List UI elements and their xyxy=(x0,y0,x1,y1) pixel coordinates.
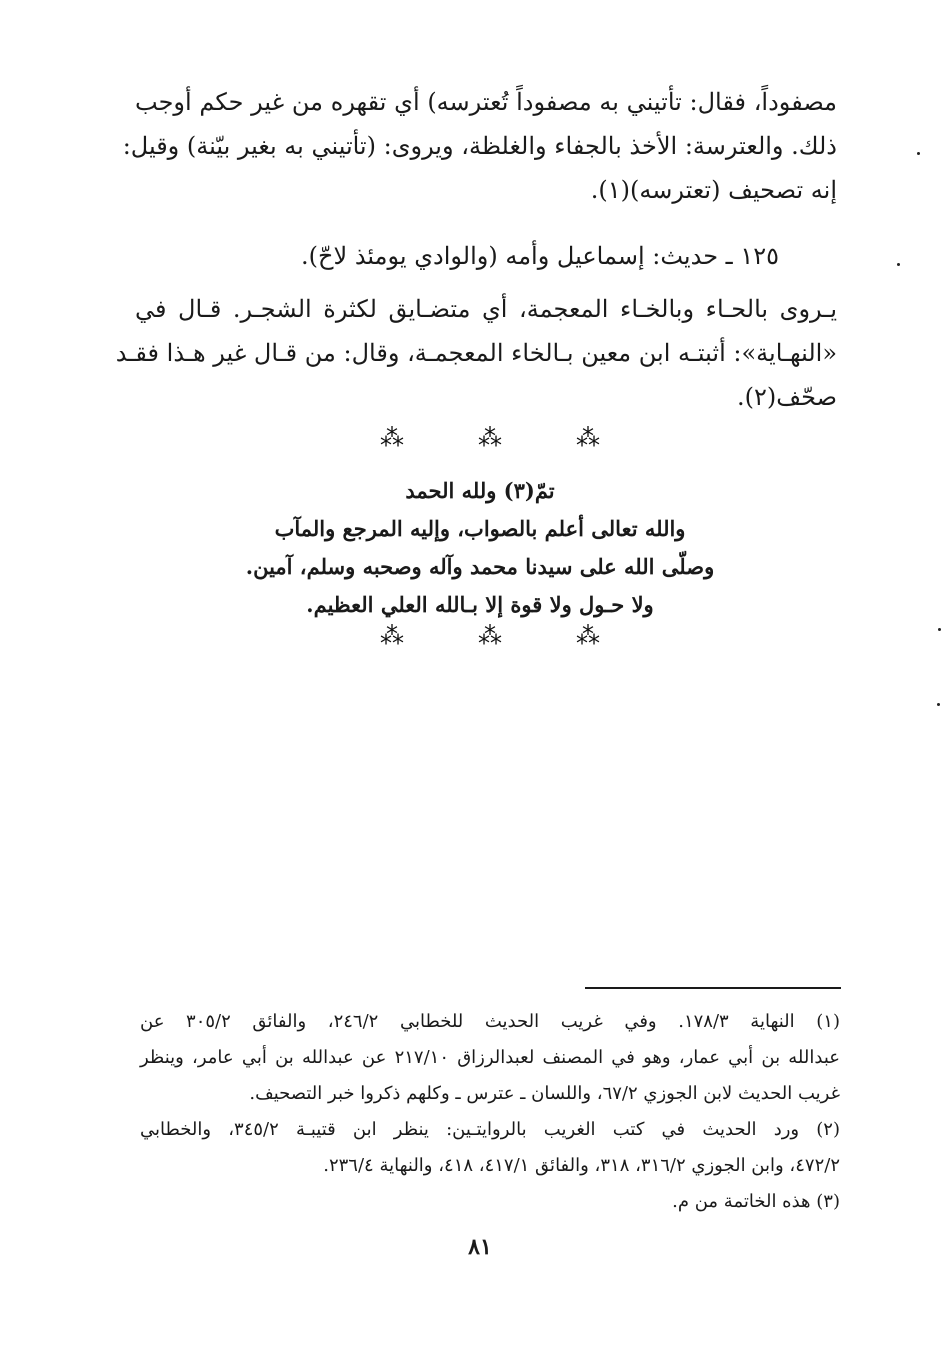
paragraph-line: ذلك. والعترسة: الأخذ بالجفاء والغلظة، ويروى: (تأتيني به بغير بيّنة) وقيل: xyxy=(122,132,837,160)
colophon-line: وصلّى الله على سيدنا محمد وآله وصحبه وسلم، آمين. xyxy=(245,554,715,579)
paragraph-1 xyxy=(122,80,837,212)
paragraph-2 xyxy=(115,287,837,419)
footnote-line: عبدالله بن أبي عمار، وهو في المصنف لعبدالرزاق ٢١٧/١٠ عن عبدالله بن أبي عامر، وينظر xyxy=(140,1047,840,1068)
paragraph-line: صحّف(٢). xyxy=(737,383,837,411)
paragraph-line: إنه تصحيف (تعترسه)(١). xyxy=(590,176,837,204)
paragraph-line: يـروى بالحـاء وبالخـاء المعجمة، أي متضـايق لكثرة الشجـر. قـال في xyxy=(135,295,837,323)
footnote-line: غريب الحديث لابن الجوزي ٦٧/٢، واللسان ـ عترس ـ وكلهم ذكروا خبر التصحيف. xyxy=(249,1083,840,1104)
colophon-line: تمّ(٣) ولله الحمد xyxy=(405,478,555,503)
asterism-ornament-icon: ⁂ xyxy=(478,424,502,452)
page-number: ٨١ xyxy=(468,1234,492,1260)
footnote-line: ٤٧٢/٢، وابن الجوزي ٣١٦/٢، ٣١٨، والفائق ٤١٧/١، ٤١٨، والنهاية ٢٣٦/٤. xyxy=(323,1155,840,1176)
asterism-ornament-icon: ⁂ xyxy=(576,622,600,650)
scan-speck xyxy=(897,263,900,266)
colophon-line: ولا حـول ولا قوة إلا بـالله العلي العظيم. xyxy=(306,592,654,617)
footnote-line: (٢) ورد الحديث في كتب الغريب بالروايتـين: ينظر ابن قتيبـة ٣٤٥/٢، والخطابي xyxy=(140,1119,840,1140)
paragraph-line: «النهـاية»: أثبتـه ابن معين بـالخاء المعجمـة، وقال: من قـال غير هـذا فقـد xyxy=(115,339,837,367)
hadith-heading-text: ١٢٥ ـ حديث: إسماعيل وأمه (والوادي يومئذ لاحّ). xyxy=(301,242,779,270)
footnote-line: (١) النهاية ١٧٨/٣. وفي غريب الحديث للخطابي ٢٤٦/٢، والفائق ٣٠٥/٢ عن xyxy=(140,1011,840,1032)
hadith-heading-125 xyxy=(135,234,837,278)
ornament-row-top xyxy=(380,424,600,452)
asterism-ornament-icon: ⁂ xyxy=(380,622,404,650)
colophon-line: والله تعالى أعلم بالصواب، وإليه المرجع والمآب xyxy=(274,516,686,541)
footnotes xyxy=(140,1004,840,1220)
paragraph-line: مصفوداً، فقال: تأتيني به مصفوداً تُعترسه) أي تقهره من غير حكم أوجب xyxy=(135,88,837,116)
footnote-separator xyxy=(585,987,841,989)
scan-speck xyxy=(937,703,940,706)
scan-speck xyxy=(917,152,920,155)
asterism-ornament-icon: ⁂ xyxy=(576,424,600,452)
scan-speck xyxy=(938,628,941,631)
footnote-1 xyxy=(140,1004,840,1112)
footnote-line: (٣) هذه الخاتمة من م. xyxy=(672,1191,840,1212)
footnote-2 xyxy=(140,1112,840,1184)
asterism-ornament-icon: ⁂ xyxy=(478,622,502,650)
footnote-3 xyxy=(140,1184,840,1220)
ornament-row-bottom xyxy=(380,622,600,650)
asterism-ornament-icon: ⁂ xyxy=(380,424,404,452)
colophon xyxy=(240,472,720,624)
